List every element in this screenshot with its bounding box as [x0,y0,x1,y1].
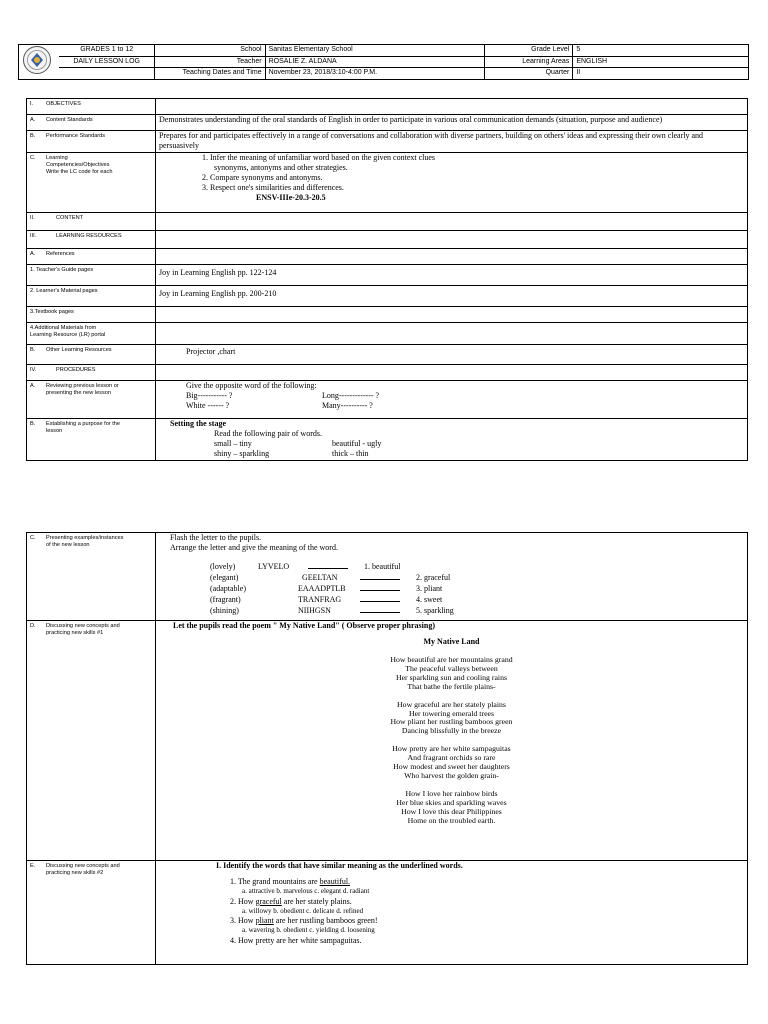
header-table [18,44,749,80]
area-value: ENGLISH [573,56,749,68]
grade-value: 5 [573,45,749,57]
examples-text: Flash the letter to the pupils. Arrange the letter and give the meaning of the word. (lovely) LYVELO 1. beautiful (elegant) GEELTAN 2. graceful (adaptable) EAAADPTLB 3. pliant (fragrant) TRANFRAG 4. sweet (shining) NIIHGSN 5. sparkling [156,533,748,621]
review-row: A. Reviewing previous lesson or presenting the new lesson Give the opposite word of the following: Big----------- ? Long------------- ? White ------ ? Many---------- ? [27,381,748,419]
references-row: A. References [27,249,748,265]
question-4: 4. How pretty are her white sampaguitas. [230,935,362,945]
word-list [170,561,744,616]
quarter-value: II [573,68,749,80]
dates-label: Teaching Dates and Time [155,68,265,80]
stanza: How graceful are her stately plains Her towering emerald trees How pliant her rustling bamboos green Dancing blissfully in the breeze [390,699,513,736]
other-resources-row: B. Other Learning Resources Projector ,chart [27,345,748,365]
question-3: 3. How pliant are her rustling bamboos green! [230,916,378,925]
teacher-label: Teacher [155,56,265,68]
teachers-guide-row: 1. Teacher's Guide pages Joy in Learning English pp. 122-124 [27,265,748,286]
examples-row: C. Presenting examples/instances of the new lesson Flash the letter to the pupils. Arrange the letter and give the meaning of the word. (lovely) LYVELO 1. beautiful (elegant) GEELTAN 2. graceful (adaptable) EAAADPTLB 3. pliant (fragrant) TRANFRAG 4. sweet (shining) NIIHGSN 5. sparkling [27,533,748,621]
lc-code: ENSV-IIIe-20.3-20.5 [256,193,326,202]
discuss-1-row: D. Discussing new concepts and practicing new skills #1 Let the pupils read the poem " My Native Land" ( Observe proper phrasing) My Native Land How beautiful are her mountains grand The peaceful valleys between Her sparkling sun and cooling rains That bathe the fertile plains- How graceful are her stately plains Her towering emerald trees How pliant her rustling bamboos green Dancing blissfully in the breeze How pretty are her white sampaguitas And fragrant orchids so rare How modest and sweet her daughters Who harvest the golden grain- How I love her rainbow birds Her blue skies and sparkling waves How I love this dear Philippines Home on the troubled earth. [27,621,748,861]
performance-standards-row: B. Performance Standards Prepares for and participates effectively in a range of conversations and collaboration with diverse partners, building on others' ideas and expressing their own clearly and persuasively [27,131,748,153]
word-row: (fragrant) TRANFRAG 4. sweet [210,595,443,604]
question-1: 1. The grand mountains are beautiful. [230,877,351,886]
lesson-table-1 [26,98,748,461]
discuss-1-text: Let the pupils read the poem " My Native Land" ( Observe proper phrasing) My Native Land How beautiful are her mountains grand The peaceful valleys between Her sparkling sun and cooling rains That bathe the fertile plains- How graceful are her stately plains Her towering emerald trees How pliant her rustling bamboos green Dancing blissfully in the breeze How pretty are her white sampaguitas And fragrant orchids so rare How modest and sweet her daughters Who harvest the golden grain- How I love her rainbow birds Her blue skies and sparkling waves How I love this dear Philippines Home on the troubled earth. [156,621,748,861]
review-text: Give the opposite word of the following: Big----------- ? Long------------- ? White ------ ? Many---------- ? [156,381,748,419]
other-resources-text: Projector ,chart [156,345,748,365]
school-label: School [155,45,265,57]
purpose-text: Setting the stage Read the following pair of words. small – tiny beautiful - ugly shiny – sparkling thick – thin [156,419,748,461]
word-row: (shining) NIIHGSN 5. sparkling [210,606,454,615]
discuss-2-row: E. Discussing new concepts and practicing new skills #2 I. Identify the words that have similar meaning as the underlined words. 1. The grand mountains are beautiful. a. attractive b. marvelous c. elegant d. radiant 2. How graceful are her stately plains. a. willowy b. obedient c. delicate d. refined 3. How pliant are her rustling bamboos green! a. wavering b. obedient c. yielding d. loosening 4. How pretty are her white sampaguitas. [27,861,748,965]
area-label: Learning Areas [484,56,572,68]
teachers-guide-text: Joy in Learning English pp. 122-124 [156,265,748,286]
choices-1: a. attractive b. marvelous c. elegant d. radiant [242,887,370,895]
competencies-text: 1. Infer the meaning of unfamiliar word based on the given context clues synonyms, antonyms and other strategies. 2. Compare synonyms and antonyms. 3. Respect one's similarities and differences. ENSV-IIIe-20.3-20.5 [156,153,748,213]
procedures-row: IV. PROCEDURES [27,365,748,381]
textbook-row: 3.Textbook pages [27,307,748,323]
logo-cell [19,45,59,80]
content-row: II. CONTENT [27,213,748,231]
objectives-row [27,99,748,115]
grade-label: Grade Level [484,45,572,57]
learning-resources-row: III. LEARNING RESOURCES [27,231,748,249]
quarter-label: Quarter [484,68,572,80]
objectives-label: I. OBJECTIVES [27,99,156,115]
discuss-2-text: I. Identify the words that have similar meaning as the underlined words. 1. The grand mountains are beautiful. a. attractive b. marvelous c. elegant d. radiant 2. How graceful are her stately plains. a. willowy b. obedient c. delicate d. refined 3. How pliant are her rustling bamboos green! a. wavering b. obedient c. yielding d. loosening 4. How pretty are her white sampaguitas. [156,861,748,965]
stanza: How I love her rainbow birds Her blue skies and sparkling waves How I love this dear Philippines Home on the troubled earth. [396,788,507,825]
learners-material-text: Joy in Learning English pp. 200-210 [156,286,748,307]
content-standards-text: Demonstrates understanding of the oral standards of English in order to participate in various oral communication demands (situation, purpose and audience) [156,115,748,131]
performance-standards-text: Prepares for and participates effectively in a range of conversations and collaboration with diverse partners, building on others' ideas and expressing their own clearly and persuasively [156,131,748,153]
dates-value: November 23, 2018/3:10-4:00 P.M. [265,68,484,80]
school-value: Sanitas Elementary School [265,45,484,57]
header-title-line2: DAILY LESSON LOG [59,56,155,68]
lesson-table-2 [26,532,748,965]
choices-2: a. willowy b. obedient c. delicate d. refined [242,906,364,915]
learners-material-row: 2. Learner's Material pages Joy in Learning English pp. 200-210 [27,286,748,307]
deped-seal-icon [22,45,52,75]
poem-body [159,656,744,826]
word-row: (adaptable) EAAADPTLB 3. pliant [210,584,443,593]
purpose-row: B. Establishing a purpose for the lesson Setting the stage Read the following pair of words. small – tiny beautiful - ugly shiny – sparkling thick – thin [27,419,748,461]
teacher-value: ROSALIE Z. ALDANA [265,56,484,68]
word-row: (elegant) GEELTAN 2. graceful [210,573,451,582]
question-2: 2. How graceful are her stately plains. [230,896,352,906]
choices-3: a. wavering b. obedient c. yielding d. loosening [242,926,375,934]
poem-title: My Native Land [423,637,480,646]
header-title-line1: GRADES 1 to 12 [59,45,155,57]
additional-materials-row: 4.Additional Materials from Learning Resource (LR) portal [27,323,748,345]
content-standards-row: A. Content Standards Demonstrates understanding of the oral standards of English in order to participate in various oral communication demands (situation, purpose and audience) [27,115,748,131]
competencies-row: C. Learning Competencies/Objectives Write the LC code for each 1. Infer the meaning of unfamiliar word based on the given context clues synonyms, antonyms and other strategies. 2. Compare synonyms and antonyms. 3. Respect one's similarities and differences. ENSV-IIIe-20.3-20.5 [27,153,748,213]
stanza: How pretty are her white sampaguitas And fragrant orchids so rare How modest and sweet her daughters Who harvest the golden grain- [392,744,511,780]
stanza: How beautiful are her mountains grand The peaceful valleys between Her sparkling sun and cooling rains That bathe the fertile plains- [390,655,513,691]
word-row: (lovely) LYVELO 1. beautiful [210,562,401,571]
